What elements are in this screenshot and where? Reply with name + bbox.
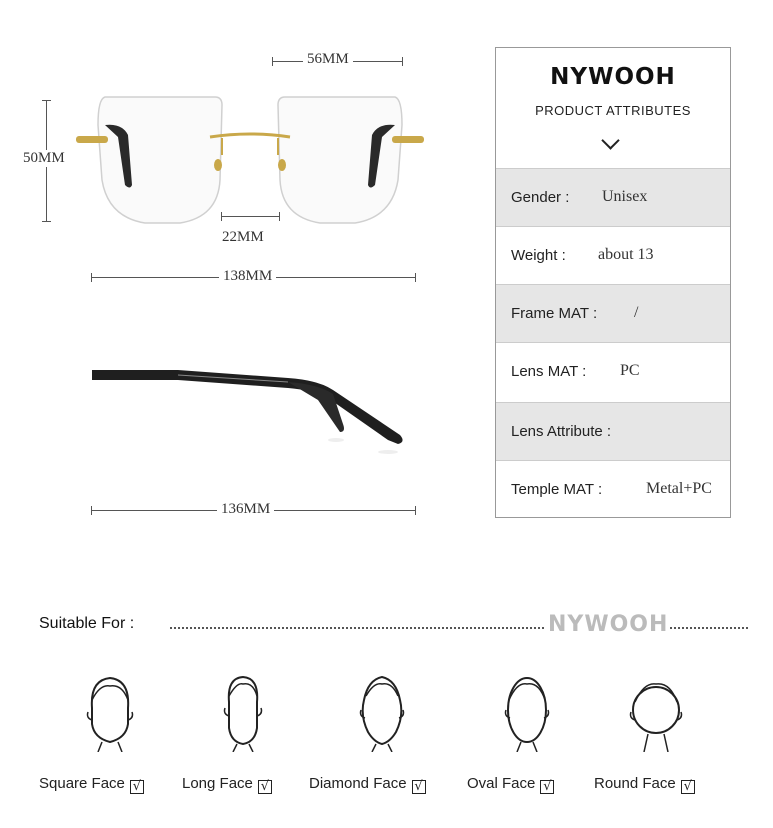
attribute-label: Lens MAT : bbox=[511, 363, 587, 380]
attribute-row-lens-mat bbox=[496, 342, 730, 402]
attribute-value: about 13 bbox=[598, 246, 654, 263]
bridge-label: 22MM bbox=[218, 229, 268, 246]
attribute-value: / bbox=[634, 304, 639, 321]
bridge bbox=[210, 134, 290, 137]
checkmark-icon: √ bbox=[412, 780, 426, 794]
left-nose-pad bbox=[214, 159, 222, 171]
long-face-icon bbox=[213, 672, 273, 752]
attribute-row-temple-mat bbox=[496, 460, 730, 518]
face-label-text: Long Face bbox=[182, 775, 253, 792]
right-hinge bbox=[392, 136, 424, 143]
square-face-icon bbox=[80, 672, 140, 752]
brand-watermark: NYWOOH bbox=[548, 612, 669, 637]
right-nose-pad bbox=[278, 159, 286, 171]
diamond-face-icon bbox=[352, 672, 412, 752]
attribute-value: Metal+PC bbox=[646, 480, 712, 497]
attribute-row-weight bbox=[496, 226, 730, 284]
face-label-long bbox=[182, 775, 272, 794]
glasses-side-view bbox=[88, 360, 418, 460]
face-label-text: Round Face bbox=[594, 775, 676, 792]
face-label-oval bbox=[467, 775, 554, 794]
checkmark-icon: √ bbox=[540, 780, 554, 794]
attribute-row-lens-attribute bbox=[496, 402, 730, 460]
face-label-text: Square Face bbox=[39, 775, 125, 792]
attribute-label: Weight : bbox=[511, 247, 566, 264]
attribute-row-gender bbox=[496, 168, 730, 226]
glasses-front-view bbox=[70, 85, 430, 230]
frame-width-label: 138MM bbox=[219, 268, 276, 285]
brand-logo: NYWOOH bbox=[550, 64, 676, 90]
panel-header bbox=[496, 48, 730, 168]
temple-length-label: 136MM bbox=[217, 501, 274, 518]
attribute-value: Unisex bbox=[602, 188, 648, 205]
suitable-for-label: Suitable For : bbox=[39, 615, 135, 632]
temple-arm bbox=[92, 370, 403, 444]
face-label-diamond bbox=[309, 775, 426, 794]
checkmark-icon: √ bbox=[130, 780, 144, 794]
left-lens bbox=[98, 97, 222, 223]
attribute-label: Gender : bbox=[511, 189, 570, 206]
product-attributes-panel bbox=[495, 47, 731, 518]
checkmark-icon: √ bbox=[258, 780, 272, 794]
attribute-value: PC bbox=[620, 362, 640, 379]
attribute-label: Frame MAT : bbox=[511, 305, 598, 322]
checkmark-icon: √ bbox=[681, 780, 695, 794]
right-lens bbox=[278, 97, 402, 223]
attribute-row-frame-mat bbox=[496, 284, 730, 342]
attribute-label: Temple MAT : bbox=[511, 481, 603, 498]
face-label-round bbox=[594, 775, 695, 794]
lens-height-label: 50MM bbox=[19, 150, 69, 167]
attribute-label: Lens Attribute : bbox=[511, 423, 612, 440]
face-label-text: Oval Face bbox=[467, 775, 536, 792]
face-label-text: Diamond Face bbox=[309, 775, 407, 792]
panel-subtitle: PRODUCT ATTRIBUTES bbox=[535, 103, 691, 118]
chevron-down-icon bbox=[601, 131, 619, 149]
oval-face-icon bbox=[497, 672, 557, 752]
round-face-icon bbox=[626, 672, 686, 752]
lens-width-label: 56MM bbox=[303, 51, 353, 68]
left-hinge bbox=[76, 136, 108, 143]
face-label-square bbox=[39, 775, 144, 794]
